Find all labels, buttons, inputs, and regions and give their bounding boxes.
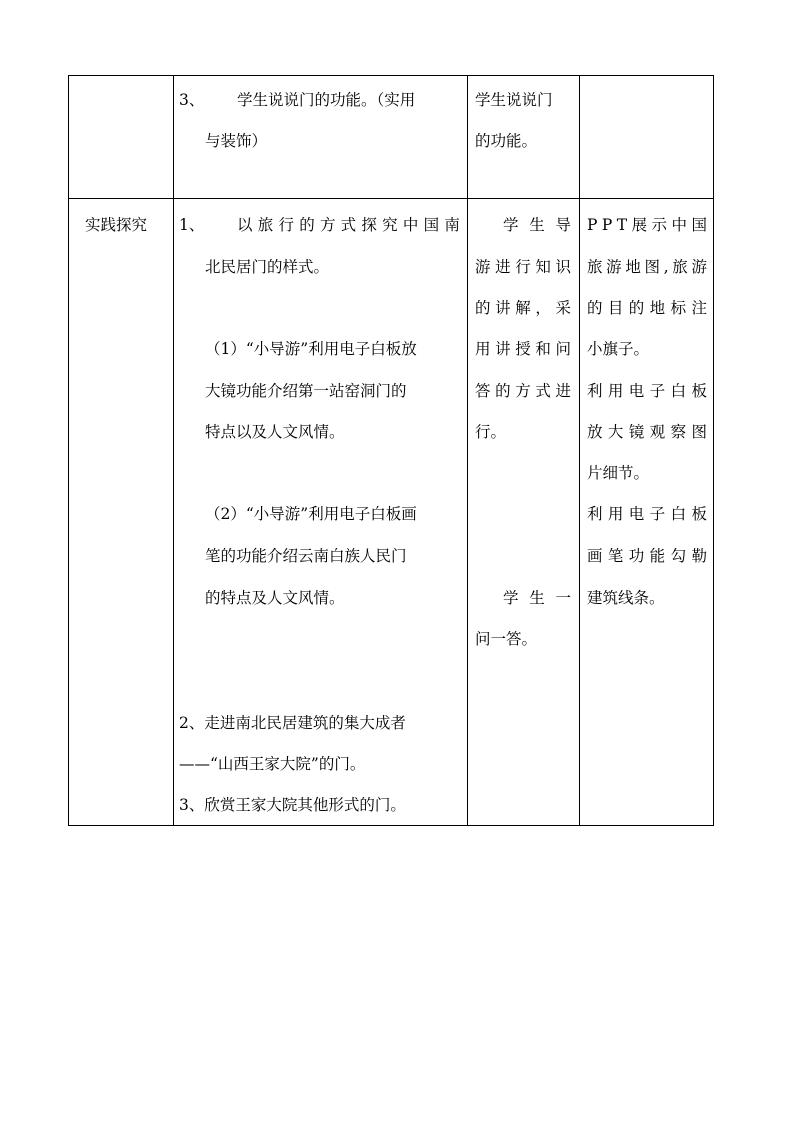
media-use-line: 利 用 电 子 白 板	[587, 505, 707, 523]
media-use-line: 小旗子。	[587, 340, 650, 358]
teacher-activity-line: 的特点及人文风情。	[205, 589, 345, 607]
teacher-activity-line: 特点以及人文风情。	[205, 423, 345, 441]
teacher-activity-line: 以 旅 行 的 方 式 探 究 中 国 南	[237, 216, 460, 234]
media-use-line: 利 用 电 子 白 板	[587, 382, 707, 400]
student-activity-line: 答 的 方 式 进	[475, 382, 571, 400]
teacher-activity-line: ——“山西王家大院”的门。	[179, 755, 366, 773]
student-activity-line: 游 进 行 知 识	[475, 258, 571, 276]
media-use-line: P P T 展 示 中 国	[587, 216, 707, 234]
media-use-line: 建筑线条。	[587, 589, 665, 607]
student-activity-line: 行。	[475, 423, 507, 441]
student-activity-line: 学生说说门	[475, 91, 553, 109]
teacher-activity-line: 笔的功能介绍云南白族人民门	[205, 547, 407, 565]
student-activity-line: 的功能。	[475, 132, 538, 150]
column-divider	[467, 76, 468, 825]
media-use-line: 片细节。	[587, 464, 650, 482]
student-activity-line: 学 生 导	[503, 216, 571, 234]
column-divider	[579, 76, 580, 825]
stage-label: 实践探究	[85, 216, 148, 234]
teacher-activity-line: 大镜功能介绍第一站窑洞门的	[205, 382, 407, 400]
student-activity-line: 问一答。	[475, 630, 538, 648]
student-activity-line: 的 讲 解 ， 采	[475, 299, 571, 317]
student-activity-line: 学 生 一	[503, 589, 571, 607]
teacher-activity-line: 学生说说门的功能。（实用	[237, 91, 416, 109]
teacher-activity-line: 北民居门的样式。	[205, 258, 330, 276]
teacher-activity-line: 与装饰）	[205, 132, 268, 150]
teacher-activity-line: （2）“小导游”利用电子白板画	[205, 505, 417, 523]
row-divider	[69, 198, 713, 199]
student-activity-line: 用 讲 授 和 问	[475, 340, 571, 358]
column-divider	[173, 76, 174, 825]
media-use-line: 的 目 的 地 标 注	[587, 299, 707, 317]
teacher-activity-line: 3、欣赏王家大院其他形式的门。	[179, 796, 406, 814]
lesson-plan-table	[68, 75, 714, 826]
teacher-activity-line: （1）“小导游”利用电子白板放	[205, 340, 417, 358]
item-number: 1、	[179, 216, 205, 234]
item-number: 3、	[179, 91, 205, 109]
teacher-activity-line: 2、走进南北民居建筑的集大成者	[179, 714, 406, 732]
media-use-line: 画 笔 功 能 勾 勒	[587, 547, 707, 565]
media-use-line: 放 大 镜 观 察 图	[587, 423, 707, 441]
media-use-line: 旅 游 地 图 , 旅 游	[587, 258, 707, 276]
